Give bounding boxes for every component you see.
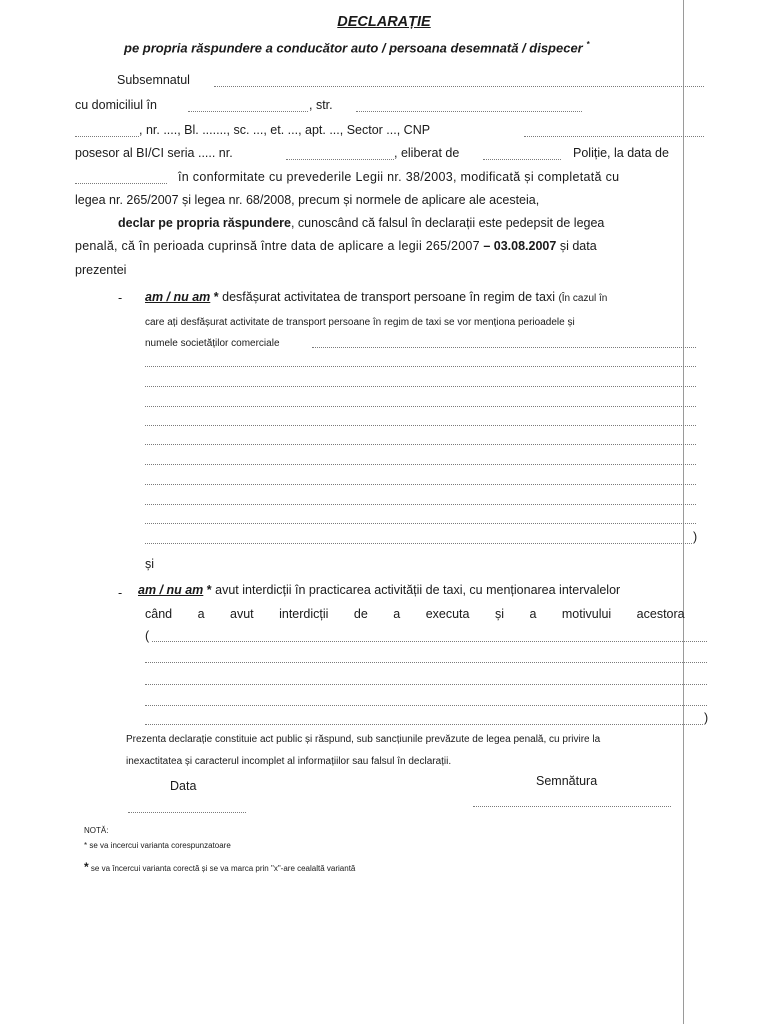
item1-star: *: [213, 290, 219, 304]
label-eliberat: , eliberat de: [394, 146, 460, 160]
item2-field-line[interactable]: [152, 641, 707, 642]
label-str: , str.: [309, 98, 333, 112]
item2-open-paren: (: [145, 629, 150, 643]
item2-field-line[interactable]: [145, 705, 707, 706]
text-prezenta-line2: inexactitatea și caracterul incomplet al informațiilor sau falsul în declarații.: [126, 756, 452, 767]
nota-title: NOTĂ:: [84, 826, 109, 835]
item1-field-line[interactable]: [145, 484, 696, 485]
nota-item-1: [84, 841, 231, 850]
field-address-cont[interactable]: [75, 136, 139, 137]
item1-field-line[interactable]: [145, 504, 696, 505]
text-legea: legea nr. 265/2007 și legea nr. 68/2008, precum și normele de aplicare ale acesteia,: [75, 193, 540, 207]
item2-close-paren: ): [704, 711, 709, 725]
text-penala-dash: –: [483, 239, 491, 253]
text-conformitate: în conformitate cu prevederile Legii nr. 38/2003, modificată și completată cu: [178, 170, 620, 184]
item1-field-line[interactable]: [145, 366, 696, 367]
label-semnatura: Semnătura: [536, 774, 598, 788]
item2-field-line[interactable]: [145, 724, 703, 725]
item2-line2-wrap: [145, 607, 707, 621]
nota-item-2: [84, 860, 355, 874]
nota-item-2-text: se va încercui varianta corectă și se va marca prin "x"-are cealaltă variantă: [90, 864, 356, 873]
item1-field-line[interactable]: [145, 425, 696, 426]
field-ci-numar[interactable]: [286, 159, 394, 160]
field-data-eliberare[interactable]: [75, 183, 167, 184]
field-domiciliu[interactable]: [188, 111, 308, 112]
item1-line3: numele societăților comerciale: [145, 338, 280, 349]
field-cnp[interactable]: [524, 136, 704, 137]
text-declar-rest: , cunoscând că falsul în declarații este pedepsit de legea: [290, 216, 605, 230]
item2-am-nu-am[interactable]: am / nu am: [138, 583, 204, 597]
item1-field-companies[interactable]: [312, 347, 696, 348]
item2-field-line[interactable]: [145, 684, 707, 685]
item1-close-paren: ): [693, 530, 698, 544]
item1-field-line[interactable]: [145, 523, 696, 524]
field-strada[interactable]: [356, 111, 582, 112]
item2-dash: -: [118, 586, 123, 600]
label-politie-text: Poliție, la data de: [573, 146, 669, 160]
item1-field-line[interactable]: [145, 444, 696, 445]
item2-line2-text: când a avut interdicții de a executa și a motivului acestora: [145, 607, 685, 621]
nota-item-2-mark: *: [84, 860, 89, 874]
line-conformitate: [178, 170, 680, 184]
label-politie: [573, 146, 680, 160]
text-penala-b: și data: [559, 239, 597, 253]
item1-text: desfășurat activitatea de transport persoane în regim de taxi: [222, 290, 555, 304]
item2-text: avut interdicții în practicarea activității de taxi, cu menționarea intervalelor: [215, 583, 621, 597]
text-penala-date: 03.08.2007: [493, 239, 557, 253]
field-eliberat-de[interactable]: [483, 159, 561, 160]
item2-line2: [145, 607, 707, 621]
label-address-details: , nr. ...., Bl. ......., sc. ..., et. ..., apt. ..., Sector ..., CNP: [139, 123, 431, 137]
label-politie-line: [573, 146, 680, 160]
field-name[interactable]: [214, 86, 704, 87]
nota-item-1-mark: *: [84, 841, 88, 850]
item1-paren: (În cazul în: [558, 293, 608, 304]
text-si: și: [145, 557, 155, 571]
text-penala-a: penală, că în perioada cuprinsă între data de aplicare a legii 265/2007: [75, 239, 480, 253]
text-declar-line: [118, 216, 604, 230]
label-data: Data: [170, 779, 197, 793]
item2-line1: [138, 583, 620, 597]
nota-item-1-text: se va incercui varianta corespunzatoare: [89, 841, 231, 850]
item1-am-nu-am[interactable]: am / nu am: [145, 290, 211, 304]
label-posesor: posesor al BI/CI seria ..... nr.: [75, 146, 233, 160]
text-prezenta-line1: Prezenta declarație constituie act public și răspund, sub sancțiunile prevăzute de legea penală, cu privire la: [126, 734, 601, 745]
item1-field-line[interactable]: [145, 464, 696, 465]
subtitle-footnote-mark: *: [586, 40, 590, 49]
item1-field-line[interactable]: [145, 406, 696, 407]
page-title: DECLARAȚIE: [337, 14, 431, 30]
item1-line1: [145, 290, 607, 304]
item1-dash: -: [118, 291, 123, 305]
item1-field-line[interactable]: [145, 543, 692, 544]
label-subsemnatul: Subsemnatul: [117, 73, 190, 87]
text-penala-line: [75, 239, 597, 253]
text-prezentei: prezentei: [75, 263, 127, 277]
page-subtitle: [124, 40, 590, 55]
item1-line2: care ați desfășurat activitate de transport persoane în regim de taxi se vor menționa perioadele și: [145, 317, 575, 328]
item1-field-line[interactable]: [145, 386, 696, 387]
text-conformitate-wrap: [178, 170, 680, 184]
text-declar-bold: declar pe propria răspundere: [118, 216, 291, 230]
label-domiciliu: cu domiciliul în: [75, 98, 157, 112]
field-data[interactable]: [128, 812, 246, 813]
item2-field-line[interactable]: [145, 662, 707, 663]
item2-star: *: [206, 583, 212, 597]
subtitle-text: pe propria răspundere a conducător auto / persoana desemnată / dispecer: [124, 40, 583, 56]
field-semnatura[interactable]: [473, 806, 671, 807]
page-fold-line: [683, 0, 684, 1024]
